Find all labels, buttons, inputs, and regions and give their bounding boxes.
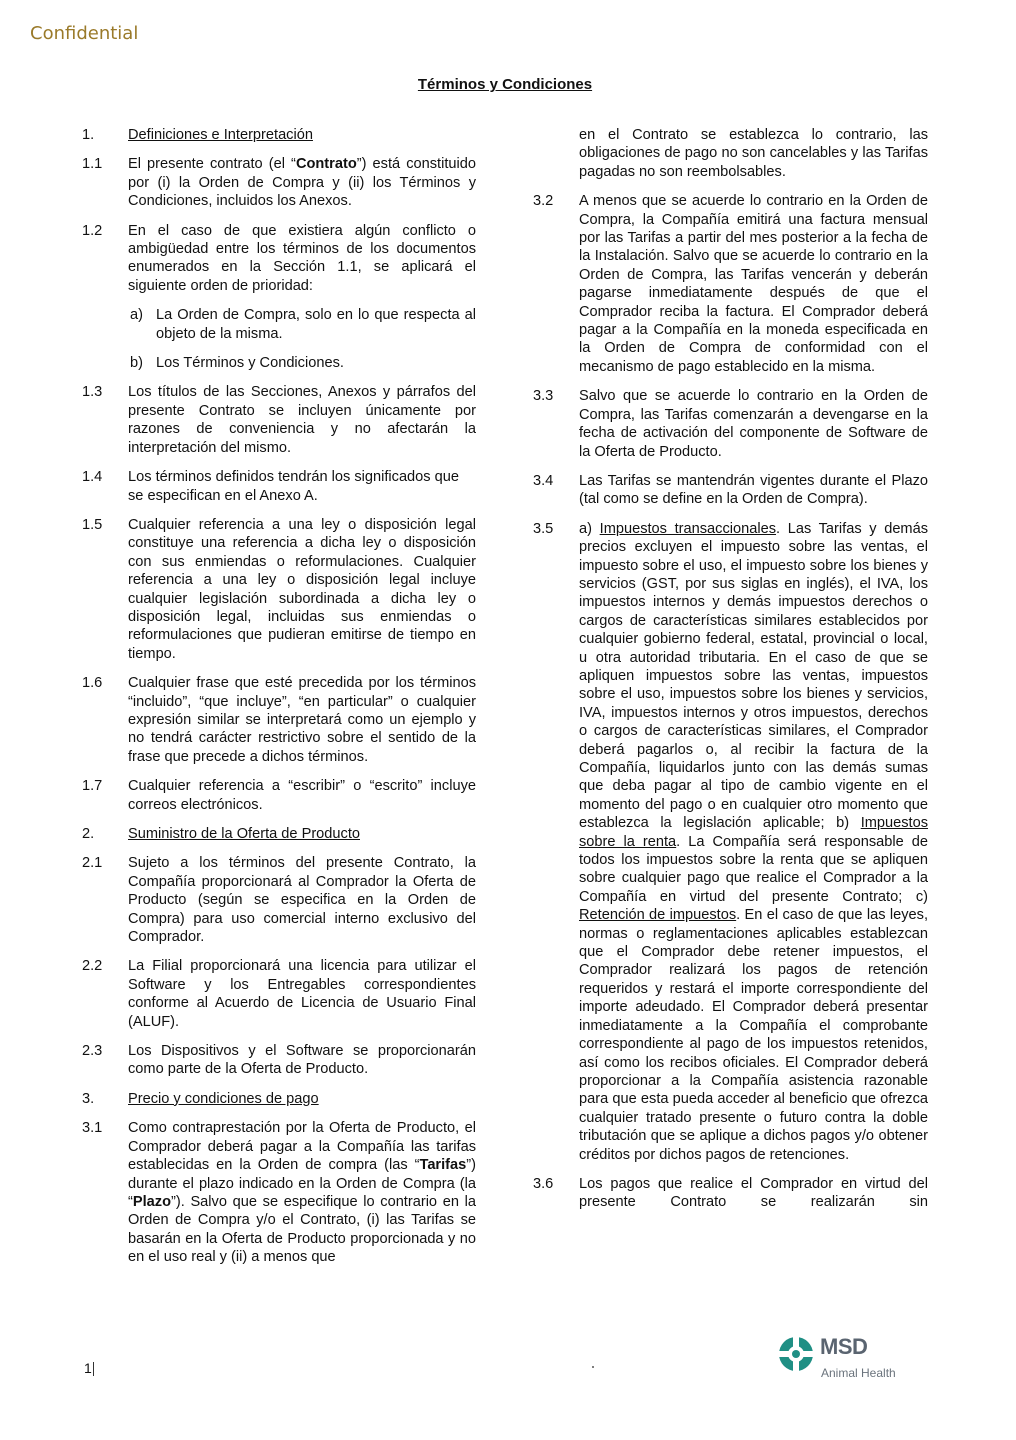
msd-logo-icon	[776, 1334, 816, 1374]
clause-1-6: 1.6 Cualquier frase que esté precedida por los términos “incluido”, “que incluye”, “en particular” o cualquier expresión similar se interpretará como un ejemplo y no tendrá carácter restrictivo sobre el sentido de la frase que precede a dichos términos.	[82, 675, 476, 765]
clause-3-1: 3.1 Como contraprestación por la Oferta de Producto, el Comprador deberá pagar a la Compañía las tarifas establecidas en la Orden de compra (las “Tarifas”) durante el plazo indicado en la Orden de Compra (la “Plazo”). Salvo que se especifique lo contrario en la Orden de Compra y/o el Contrato, (i) las Tarifas se basarán en la Oferta de Producto proporcionada y no en el uso real y (ii) a menos que	[82, 1120, 476, 1266]
clause-1-2: 1.2 En el caso de que existiera algún conflicto o ambigüedad entre los términos de los documentos enumerados en la Sección 1.1, se aplicará el siguiente orden de prioridad:	[82, 222, 476, 294]
right-column	[533, 126, 928, 1223]
logo-wordmark: MSD	[820, 1334, 868, 1359]
clause-1-1: 1.1 El presente contrato (el “Contrato”) está constituido por (i) la Orden de Compra y (ii) los Términos y Condiciones, incluidos los Anexos.	[82, 156, 476, 210]
document-title: Términos y Condiciones	[417, 76, 593, 93]
page-number-separator	[93, 1362, 94, 1376]
msd-logo	[776, 1334, 906, 1384]
clause-3-1-continued: en el Contrato se establezca lo contrario, las obligaciones de pago no son cancelables y las Tarifas pagadas no son reembolsables.	[579, 127, 928, 180]
clause-1-5: 1.5 Cualquier referencia a una ley o disposición legal constituye una referencia a dicha ley o disposición con sus enmiendas o reformulaciones. Cualquier referencia a una ley o disposición legal incluye cualquier legislación subordinada a dicha ley o disposición legal, incluidas sus enmiendas o reformulaciones que pudieran emitirse de tiempo en tiempo.	[82, 516, 476, 662]
clause-1-3: 1.3 Los títulos de las Secciones, Anexos y párrafos del presente Contrato se incluyen únicamente por razones de conveniencia y no afectarán la interpretación del mismo.	[82, 384, 476, 456]
section-2-heading: 2. Suministro de la Oferta de Producto	[82, 826, 360, 842]
page-number: 1	[84, 1360, 92, 1376]
clause-3-4: 3.4 Las Tarifas se mantendrán vigentes durante el Plazo (tal como se define en la Orden de Compra).	[533, 472, 928, 508]
logo-subtitle: Animal Health	[821, 1366, 896, 1380]
clause-2-3: 2.3 Los Dispositivos y el Software se proporcionarán como parte de la Oferta de Producto.	[82, 1043, 476, 1078]
clause-3-3: 3.3 Salvo que se acuerde lo contrario en la Orden de Compra, las Tarifas comenzarán a devengarse en la fecha de activación del componente de Software de la Oferta de Producto.	[533, 388, 928, 460]
clause-3-6: 3.6 Los pagos que realice el Comprador en virtud del presente Contrato se realizarán sin	[533, 1175, 928, 1211]
confidential-label: Confidential	[30, 23, 139, 44]
clause-1-7: 1.7 Cualquier referencia a “escribir” o “escrito” incluye correos electrónicos.	[82, 778, 476, 813]
clause-1-4: 1.4 Los términos definidos tendrán los significados que se especifican en el Anexo A.	[82, 469, 459, 504]
clause-1-2-a: a) La Orden de Compra, solo en lo que respecta al objeto de la misma.	[130, 307, 476, 342]
left-column	[82, 126, 476, 1278]
clause-2-2: 2.2 La Filial proporcionará una licencia para utilizar el Software y los Entregables correspondientes conforme al Acuerdo de Licencia de Usuario Final (ALUF).	[82, 958, 476, 1030]
clause-3-5: 3.5 a) Impuestos transaccionales. Las Tarifas y demás precios excluyen el impuesto sobre las ventas, el impuesto sobre el uso, el impuesto sobre los bienes y servicios (GST, por sus siglas en inglés), el IVA, los impuestos internos y demás impuestos derechos o cargos de características similares establecidos por cualquier gobierno federal, estatal, provincial o local, u otra autoridad tributaria. En el caso de que se apliquen impuestos sobre las ventas, impuestos sobre el uso, impuestos sobre los bienes y servicios, IVA, impuestos internos y otros impuestos, derechos o cargos de características similares, el Comprador deberá pagarlos o, al recibir la factura de la Compañía, liquidarlos junto con las demás sumas que deba pagar al tipo de cambio vigente en el momento del pago o en cualquier otro momento que establezca la legislación aplicable; b) Impuestos sobre la renta. La Compañía será responsable de todos los impuestos sobre la renta que se apliquen sobre cualquier pago que realice el Comprador a la Compañía en virtud del presente Contrato; c) Retención de impuestos. En el caso de que las leyes, normas o reglamentaciones aplicables establezcan que el Comprador debe retener impuestos, el Comprador realizará los pagos de retención requeridos y restará el importe correspondiente del importe adeudado. El Comprador deberá presentar inmediatamente a la Compañía el comprobante correspondiente al pago de los impuestos retenidos, así como los recibos oficiales. El Comprador deberá proporcionar a la Compañía asistencia razonable para que esta pueda acceder al beneficio que ofrezca cualquier tratado presente o futuro contra la doble tributación que se aplique a dichos pagos y/o obtener créditos por dichos pagos de retenciones.	[533, 520, 929, 1163]
clause-1-2-b: b) Los Términos y Condiciones.	[130, 355, 344, 372]
clause-2-1: 2.1 Sujeto a los términos del presente Contrato, la Compañía proporcionará al Comprador la Oferta de Producto (según se especifica en la Orden de Compra) para uso comercial interno exclusivo del Comprador.	[82, 855, 476, 946]
clause-3-2: 3.2 A menos que se acuerde lo contrario en la Orden de Compra, la Compañía emitirá una factura mensual por las Tarifas a partir del mes posterior a la fecha de la Instalación. Salvo que se acuerde lo contrario en la Orden de Compra, las Tarifas vencerán y deberán pagarse inmediatamente después de que el Comprador reciba la factura. El Comprador deberá pagar a la Compañía en la moneda especificada en la Orden de Compra de conformidad con el mecanismo de pago establecido en la misma.	[533, 193, 928, 375]
section-3-heading: 3. Precio y condiciones de pago	[82, 1090, 319, 1107]
section-1-heading: 1. Definiciones e Interpretación	[82, 127, 313, 143]
footer-dot	[592, 1366, 594, 1368]
